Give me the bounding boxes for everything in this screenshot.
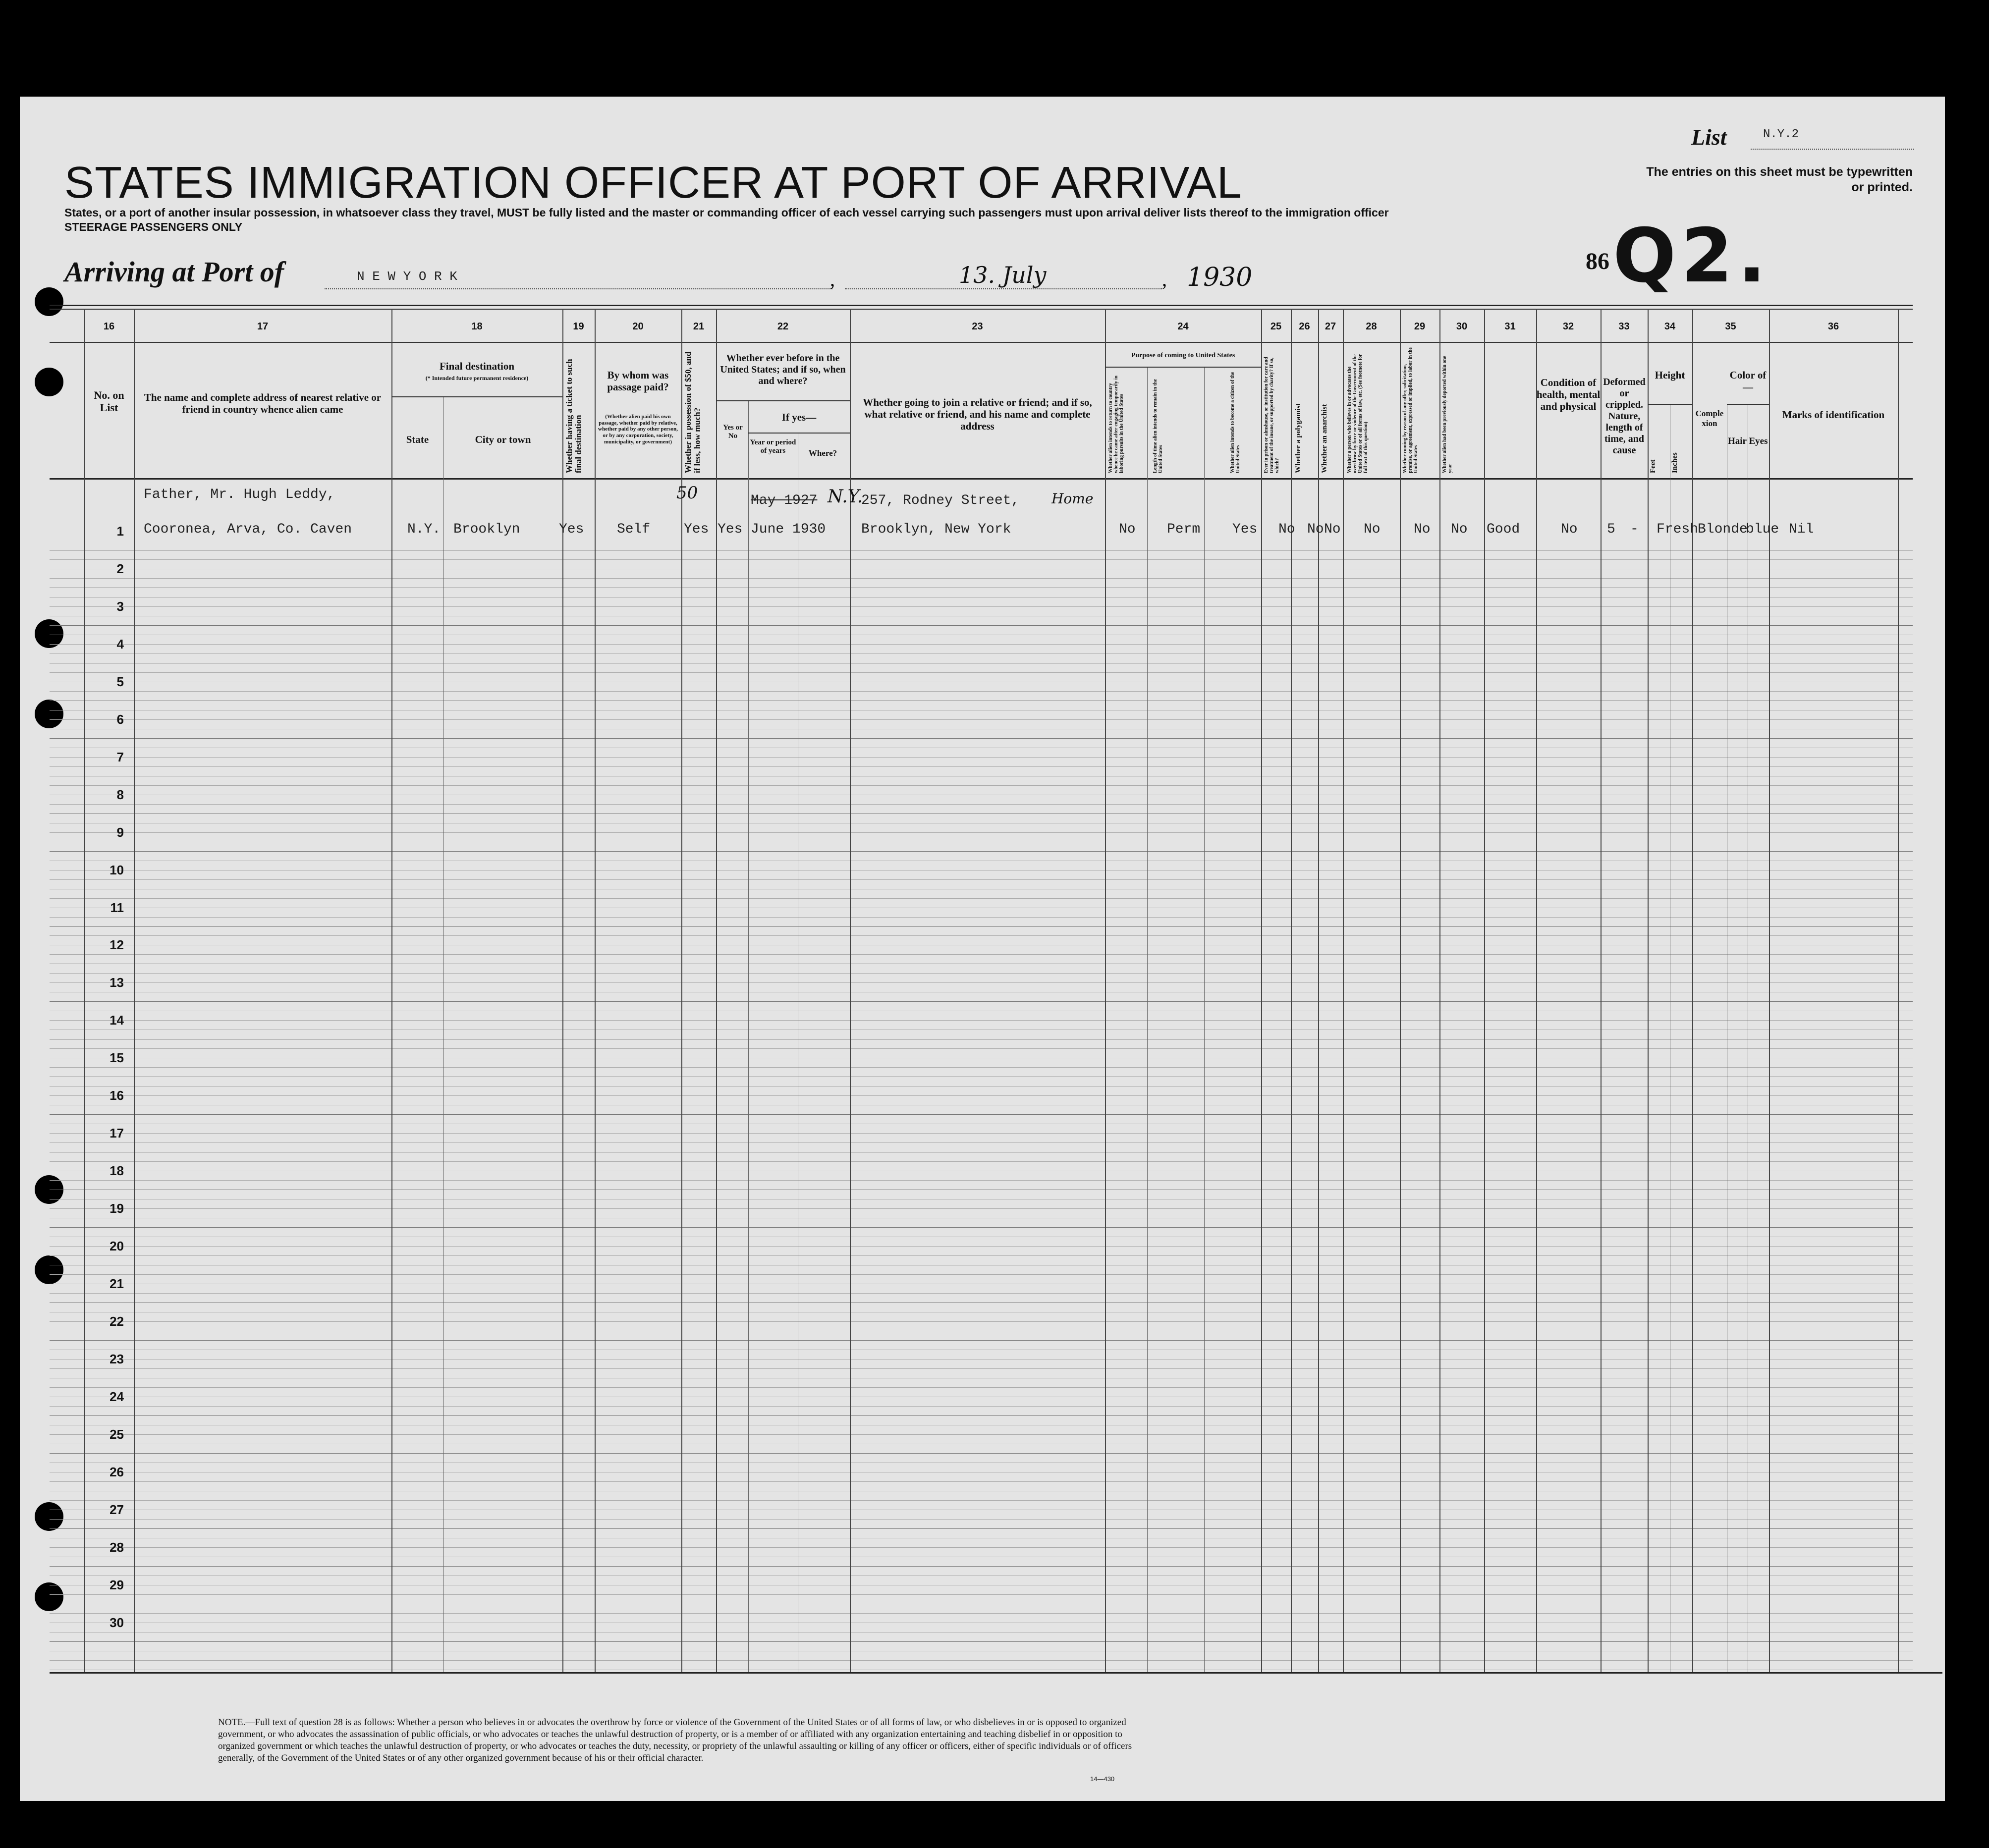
return-value: No	[1119, 522, 1136, 537]
handwritten-code: Q2.	[1613, 213, 1771, 299]
hdr-yes-no: Yes or No	[723, 424, 743, 440]
subrow-line	[50, 606, 1913, 607]
destination-state: N.Y.	[407, 522, 441, 537]
footnote: NOTE.—Full text of question 28 is as follows: Whether a person who believes in or advocates the overthrow by force or violence of the Government of the United States or of all forms of law, or who disbelieves in or is opposed to organized government, or who advocates the assassination of public officials, or who advocates or teaches the unlawful destruction of property, or is a member of or affiliated with any organization entertaining and teaching disbelief in or opposition to organized government or which teaches the unlawful destruction of property, or who advocates or teaches the duty, necessity, or propriety of the unlawful assaulting or killing of any officer or officers, either of specific individuals or of officers generally, of the Government of the United States or of any other organized government because of his or their official character.	[218, 1717, 1132, 1763]
hdr-no-on-list: No. on List	[94, 389, 124, 414]
money-value: Yes	[684, 522, 709, 537]
hdr-prison: Ever in prison or almshouse, or institution for care and treatment of the insane, or supported by charity? If so, which?	[1264, 357, 1280, 473]
sub-column-line	[1204, 367, 1205, 1672]
subrow-line	[50, 1020, 1913, 1021]
punch-hole	[35, 1502, 63, 1531]
subrow-line	[50, 804, 1913, 805]
hdr-polygamist: Whether a polygamist	[1294, 403, 1302, 473]
row-number: 25	[110, 1426, 124, 1442]
hair-value: Blonde	[1698, 522, 1748, 537]
row-number: 24	[110, 1389, 124, 1404]
hdr-hair: Hair	[1728, 436, 1747, 446]
complexion-value: Fresh	[1657, 522, 1699, 537]
subrow-line	[50, 559, 1913, 560]
column-line	[1343, 309, 1344, 1672]
column-line	[1769, 309, 1770, 1672]
subrow-line	[50, 1368, 1913, 1369]
paid-by-value: Self	[617, 522, 651, 537]
row-line	[50, 1528, 1913, 1529]
arriving-port: N E W Y O R K	[357, 269, 457, 284]
col-number: 33	[1618, 321, 1630, 332]
list-number	[1691, 124, 1919, 154]
col-number: 29	[1414, 321, 1426, 332]
col-number: 27	[1325, 321, 1336, 332]
subrow-line	[50, 1660, 1913, 1661]
column-line	[1648, 309, 1649, 1672]
hdr-complexion: Complexion	[1695, 409, 1724, 428]
labor-value: No	[1414, 522, 1431, 537]
hdr-paid-by-note: (Whether alien paid his own passage, whether paid by relative, whether paid by any other person, or by any corporation, society, municipality, or government)	[598, 414, 678, 445]
column-line	[1318, 309, 1319, 1672]
sheet-number: 86	[1586, 248, 1609, 274]
row-line	[50, 1641, 1913, 1642]
ticket-value: Yes	[559, 522, 584, 537]
subrow-line	[50, 1274, 1913, 1275]
anarchist-value: No	[1324, 522, 1341, 537]
col-number: 16	[103, 321, 115, 332]
col-number: 25	[1270, 321, 1282, 332]
subrow-line	[50, 917, 1913, 918]
col-number: 24	[1177, 321, 1189, 332]
subrow-line	[50, 757, 1913, 758]
subrow-line	[50, 1387, 1913, 1388]
list-label: List	[1691, 124, 1727, 150]
row-line	[50, 1340, 1913, 1341]
row-number: 23	[110, 1351, 124, 1366]
sub-column-line	[748, 400, 749, 1672]
subrow-line	[50, 1161, 1913, 1162]
col-number: 31	[1504, 321, 1516, 332]
subrow-line	[50, 879, 1913, 880]
hdr-return: Whether alien intends to return to country whence he came after engaging temporarily in laboring pursuits in the United States	[1108, 376, 1124, 473]
length-value: Perm	[1167, 522, 1201, 537]
subrow-line	[50, 1500, 1913, 1501]
subrow-line	[50, 785, 1913, 786]
column-line	[1261, 309, 1262, 1672]
column-line	[1439, 309, 1440, 1672]
row-number: 29	[110, 1577, 124, 1592]
col-number: 34	[1664, 321, 1676, 332]
subrow-line	[50, 653, 1913, 654]
row-line	[50, 738, 1913, 739]
arriving-year: 1930	[1187, 263, 1253, 292]
destination-city: Brooklyn	[453, 522, 520, 537]
row-number: 18	[110, 1163, 124, 1179]
subrow-line	[50, 578, 1913, 579]
subrow-line	[50, 719, 1913, 720]
height-inches: -	[1630, 522, 1639, 537]
row-number: 16	[110, 1088, 124, 1103]
eyes-value: blue	[1746, 522, 1779, 537]
row-number: 5	[116, 674, 124, 689]
subrow-line	[50, 1481, 1913, 1482]
row-number: 22	[110, 1313, 124, 1329]
row-line	[50, 625, 1913, 626]
column-line	[1536, 309, 1537, 1672]
hdr-height: Height	[1655, 369, 1685, 381]
row-number: 11	[110, 900, 124, 915]
hdr-join-relative: Whether going to join a relative or friend; and if so, what relative or friend, and his name and complete address	[863, 396, 1092, 433]
hdr-length-of-stay: Length of time alien intends to remain in the United States	[1153, 379, 1163, 473]
subrow-line	[50, 954, 1913, 955]
before-yes-no: Yes	[718, 522, 743, 537]
subrow-line	[50, 1293, 1913, 1294]
row-number: 28	[110, 1539, 124, 1555]
subrow-line	[50, 1067, 1913, 1068]
column-line	[1898, 309, 1899, 1672]
height-feet: 5	[1607, 522, 1615, 537]
column-line	[1484, 309, 1485, 1672]
prison-value: No	[1278, 522, 1295, 537]
subrow-line	[50, 1321, 1913, 1322]
subrow-line	[50, 766, 1913, 767]
col-number: 32	[1562, 321, 1574, 332]
citizen-value: Yes	[1232, 522, 1258, 537]
subrow-line	[50, 1246, 1913, 1247]
col-number: 23	[972, 321, 983, 332]
hdr-overthrow: Whether a person who believes in or advocates the overthrow by force or violence of the Government of the United States or of all forms of law, etc. (See footnote for full text of this question)	[1347, 354, 1369, 473]
deported-value: No	[1451, 522, 1468, 537]
hdr-city: City or town	[475, 434, 531, 445]
join-address-line-1: 257, Rodney Street,	[861, 493, 1020, 508]
subrow-line	[50, 1519, 1913, 1520]
hdr-health: Condition of health, mental and physical	[1536, 377, 1601, 413]
col-number: 21	[693, 321, 705, 332]
hdr-citizen: Whether alien intends to become a citizen of the United States	[1230, 372, 1241, 473]
subrow-line	[50, 1048, 1913, 1049]
row-number: 2	[116, 561, 124, 576]
hdr-before-in-us: Whether ever before in the United States; and if so, when and where?	[720, 353, 846, 386]
row-number: 26	[110, 1464, 124, 1479]
money-handwritten: 50	[676, 483, 698, 503]
punch-hole	[35, 1582, 63, 1611]
polygamist-value: No	[1307, 522, 1324, 537]
row-line	[50, 926, 1913, 927]
row-line	[50, 1566, 1913, 1567]
row-number: 27	[110, 1502, 124, 1517]
join-handwritten: Home	[1051, 490, 1094, 507]
hdr-color-of: Color of—	[1729, 369, 1767, 393]
col-number: 22	[777, 321, 789, 332]
column-line	[1105, 309, 1106, 1672]
subrow-line	[50, 1086, 1913, 1087]
arriving-label: Arriving at Port of	[64, 256, 284, 288]
col-number: 19	[573, 321, 584, 332]
subtitle	[64, 206, 1601, 234]
subrow-line	[50, 1613, 1913, 1614]
subtitle-line-2: STEERAGE PASSENGERS ONLY	[64, 220, 243, 233]
hdr-inches: Inches	[1671, 452, 1679, 473]
row-number: 19	[110, 1201, 124, 1216]
column-line	[562, 309, 563, 1672]
row-number: 14	[110, 1013, 124, 1028]
col-number: 18	[471, 321, 483, 332]
subrow-line	[50, 1434, 1913, 1435]
row-number: 3	[116, 598, 124, 614]
hdr-deformed: Deformed or crippled. Nature, length of time, and cause	[1603, 377, 1646, 456]
punch-hole	[35, 700, 63, 728]
row-number: 6	[116, 711, 124, 727]
before-period-2: June 1930	[751, 522, 826, 537]
col-number: 30	[1456, 321, 1468, 332]
arriving-date: 13. July	[959, 262, 1047, 288]
hdr-eyes: Eyes	[1749, 436, 1768, 446]
row-line	[50, 1001, 1913, 1002]
hdr-final-destination: Final destination	[439, 360, 515, 372]
subrow-line	[50, 1594, 1913, 1595]
subtitle-line-1: States, or a port of another insular possession, in whatsoever class they travel, MUST be fully listed and the master or commanding officer of each vessel carrying such passengers must upon arrival deliver lists thereof to the immigration officer	[64, 206, 1389, 219]
page-title: STATES IMMIGRATION OFFICER AT PORT OF ARRIVAL	[64, 158, 1242, 208]
relative-address-line-1: Father, Mr. Hugh Leddy,	[144, 487, 335, 502]
comma: ,	[1162, 268, 1167, 290]
row-line	[50, 1227, 1913, 1228]
row-number: 30	[110, 1615, 124, 1630]
subrow-line	[50, 1095, 1913, 1096]
col-number: 20	[632, 321, 644, 332]
hdr-marks: Marks of identification	[1782, 409, 1885, 421]
hdr-paid-by: By whom was passage paid?	[607, 369, 669, 393]
column-line	[850, 309, 851, 1672]
row-number: 13	[110, 975, 124, 990]
row-number: 15	[110, 1050, 124, 1066]
column-line	[1692, 309, 1693, 1672]
hdr-where: Where?	[808, 448, 837, 458]
sub-column-line	[1147, 367, 1148, 1672]
sub-column-line	[443, 396, 444, 1672]
relative-address-line-2: Cooronea, Arva, Co. Caven	[144, 522, 352, 537]
subrow-line	[50, 691, 1913, 692]
subrow-line	[50, 672, 1913, 673]
column-line	[681, 309, 682, 1672]
row-number: 8	[116, 787, 124, 802]
column-line	[716, 309, 717, 1672]
join-address-line-2: Brooklyn, New York	[861, 522, 1011, 537]
subrow-line	[50, 1255, 1913, 1256]
row-number: 20	[110, 1239, 124, 1254]
comma: ,	[830, 268, 835, 290]
row-number: 12	[110, 937, 124, 953]
column-line	[1601, 309, 1602, 1672]
row-number: 10	[110, 862, 124, 877]
column-line	[1291, 309, 1292, 1672]
col-number: 36	[1827, 321, 1839, 332]
subrow-line	[50, 982, 1913, 983]
row-number: 21	[110, 1276, 124, 1291]
list-value: N.Y.2	[1763, 128, 1799, 141]
subrow-line	[50, 597, 1913, 598]
subrow-line	[50, 935, 1913, 936]
marks-value: Nil	[1789, 522, 1814, 537]
hdr-if-yes: If yes—	[781, 411, 817, 423]
subrow-line	[50, 832, 1913, 833]
col-number: 35	[1725, 321, 1736, 332]
hdr-deported: Whether alien had been previously deported within one year	[1442, 356, 1453, 473]
col-number: 17	[257, 321, 269, 332]
health-value: Good	[1487, 522, 1520, 537]
form-number: 14—430	[1090, 1775, 1115, 1783]
before-where: N.Y.	[828, 487, 863, 507]
punch-hole	[35, 368, 63, 396]
hdr-feet: Feet	[1649, 459, 1657, 473]
column-line	[391, 309, 392, 1672]
row-number: 17	[110, 1126, 124, 1141]
column-line	[1400, 309, 1401, 1672]
subrow-line	[50, 1547, 1913, 1548]
punch-hole	[35, 287, 63, 316]
subrow-line	[50, 1208, 1913, 1209]
row-line	[50, 1114, 1913, 1115]
hdr-labor-offer: Whether coming by reason of any offer, solicitation, promise, or agreement, expressed or implied, to labor in the United States	[1402, 347, 1419, 473]
hdr-year-period: Year or period of years	[750, 438, 796, 455]
hdr-relative-address: The name and complete address of nearest relative or friend in country whence alien came	[144, 391, 382, 416]
subrow-line	[50, 1180, 1913, 1181]
overthrow-value: No	[1364, 522, 1381, 537]
manifest-sheet	[20, 97, 1945, 1801]
subrow-line	[50, 1406, 1913, 1407]
row-number: 7	[116, 749, 124, 764]
column-line	[134, 309, 135, 1672]
row-line	[50, 851, 1913, 852]
row-number: 1	[116, 524, 124, 539]
column-line	[595, 309, 596, 1672]
hdr-state: State	[406, 434, 429, 445]
deformed-value: No	[1561, 522, 1578, 537]
subrow-line	[50, 1133, 1913, 1134]
before-period-1: May 1927	[751, 493, 818, 508]
punch-hole	[35, 1255, 63, 1284]
col-number: 28	[1366, 321, 1377, 332]
row-line	[50, 1415, 1913, 1416]
row-line	[50, 1453, 1913, 1454]
typewritten-note: The entries on this sheet must be typewritten or printed.	[1646, 165, 1913, 194]
subrow-line	[50, 644, 1913, 645]
subrow-line	[50, 973, 1913, 974]
subrow-line	[50, 1142, 1913, 1143]
row-number: 4	[116, 636, 124, 652]
hdr-ticket: Whether having a ticket to such final destination	[564, 359, 583, 473]
hdr-purpose: Purpose of coming to United States	[1131, 352, 1235, 359]
row-number: 9	[116, 824, 124, 840]
subrow-line	[50, 898, 1913, 899]
hdr-final-destination-note: (* Intended future permanent residence)	[425, 375, 529, 381]
col-number: 26	[1299, 321, 1310, 332]
hdr-money: Whether in possession of $50, and if less, how much?	[683, 351, 702, 473]
hdr-anarchist: Whether an anarchist	[1321, 404, 1328, 473]
